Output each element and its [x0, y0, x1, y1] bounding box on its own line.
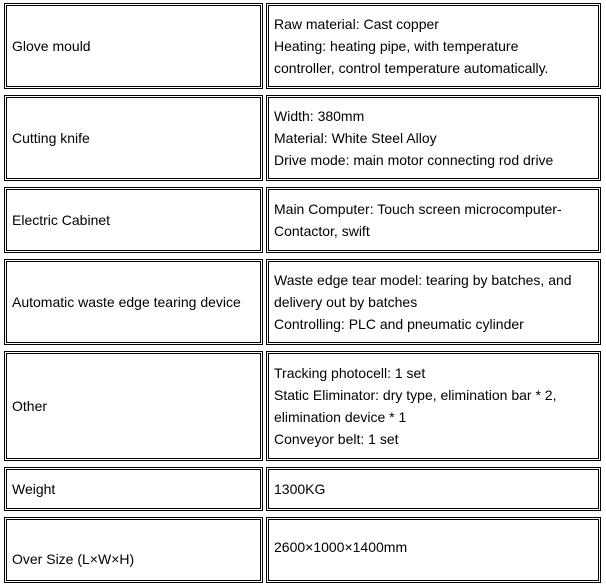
table-row [0, 517, 606, 583]
value-line: Waste edge tear model: tearing by batches, and [274, 272, 572, 288]
row-label [4, 95, 263, 181]
value-line: Raw material: Cast copper [274, 16, 439, 32]
value-line: Drive mode: main motor connecting rod drive [274, 152, 554, 168]
table-row [0, 187, 606, 253]
value-line: Tracking photocell: 1 set [274, 365, 426, 381]
row-label [4, 259, 263, 345]
table-row [0, 95, 606, 181]
value-line: 2600×1000×1400mm [274, 539, 408, 555]
row-label-text: Over Size (L×W×H) [12, 551, 135, 567]
row-label-text: Cutting knife [12, 130, 90, 146]
value-line: Static Eliminator: dry type, elimination bar * 2, [274, 387, 557, 403]
table-row [0, 259, 606, 345]
row-value [266, 467, 601, 511]
table-row [0, 3, 606, 89]
row-label [4, 351, 263, 461]
row-value [266, 517, 601, 583]
value-line: Controlling: PLC and pneumatic cylinder [274, 316, 524, 332]
row-label [4, 517, 263, 583]
value-line: 1300KG [274, 481, 326, 497]
table-row [0, 467, 606, 511]
value-line: elimination device * 1 [274, 409, 407, 425]
row-label [4, 3, 263, 89]
value-line: Width: 380mm [274, 108, 365, 124]
value-line: Main Computer: Touch screen microcomputer- [274, 201, 562, 217]
row-value [266, 3, 601, 89]
table-row [0, 351, 606, 461]
row-value [266, 187, 601, 253]
value-line: controller, control temperature automatically. [274, 60, 549, 76]
row-label-text: Weight [12, 481, 56, 497]
row-value [266, 351, 601, 461]
row-label [4, 467, 263, 511]
value-line: delivery out by batches [274, 294, 418, 310]
row-label-text: Other [12, 398, 48, 414]
value-line: Heating: heating pipe, with temperature [274, 38, 519, 54]
row-label [4, 187, 263, 253]
value-line: Material: White Steel Alloy [274, 130, 437, 146]
row-label-text: Automatic waste edge tearing device [12, 294, 241, 310]
value-line: Conveyor belt: 1 set [274, 431, 399, 447]
row-label-text: Electric Cabinet [12, 212, 111, 228]
row-value [266, 95, 601, 181]
value-line: Contactor, swift [274, 223, 370, 239]
row-value [266, 259, 601, 345]
row-label-text: Glove mould [12, 38, 91, 54]
